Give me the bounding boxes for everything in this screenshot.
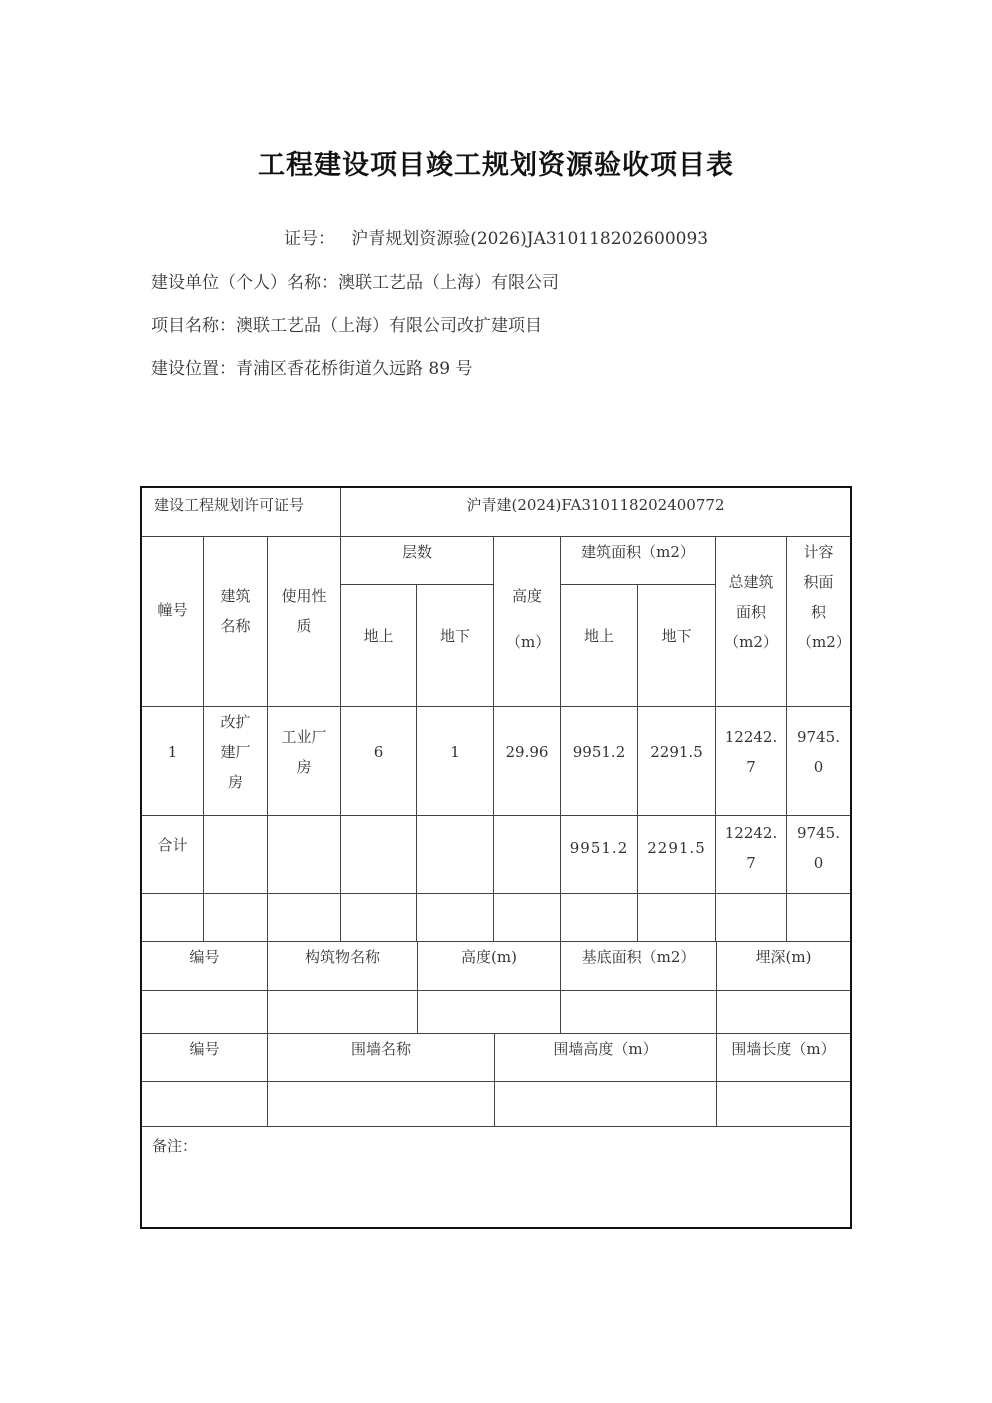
location-value: 青浦区香花桥街道久远路 89 号 — [236, 359, 473, 379]
wall-header-no: 编号 — [142, 1034, 268, 1082]
structure-empty-cell — [142, 991, 268, 1034]
total-far-area: 9745.0 — [787, 816, 850, 894]
permit-label: 建设工程规划许可证号 — [142, 488, 341, 537]
empty-cell — [341, 894, 417, 942]
structure-header-base-area: 基底面积（m2） — [561, 942, 717, 991]
structure-empty-cell — [268, 991, 418, 1034]
header-building-name: 建筑名称 — [204, 537, 268, 707]
total-empty-cell — [417, 816, 494, 894]
certificate-label: 证号： — [284, 229, 335, 249]
certificate-line — [284, 224, 708, 249]
structure-header-depth: 埋深(m) — [717, 942, 850, 991]
structure-empty-cell — [418, 991, 561, 1034]
header-total-area: 总建筑面积（m2） — [716, 537, 787, 707]
structure-header-height: 高度(m) — [418, 942, 561, 991]
row-area-above: 9951.2 — [561, 707, 638, 816]
project-name-value: 澳联工艺品（上海）有限公司改扩建项目 — [236, 316, 542, 336]
empty-cell — [716, 894, 787, 942]
header-area: 建筑面积（m2） — [561, 537, 716, 585]
location-label: 建设位置： — [151, 359, 236, 379]
total-empty-cell — [204, 816, 268, 894]
header-floors-above: 地上 — [341, 585, 417, 707]
empty-cell — [142, 894, 204, 942]
total-area-below: 2291.5 — [638, 816, 716, 894]
header-usage: 使用性质 — [268, 537, 341, 707]
wall-header-length: 围墙长度（m） — [717, 1034, 850, 1082]
wall-header-name: 围墙名称 — [268, 1034, 495, 1082]
row-area-below: 2291.5 — [638, 707, 716, 816]
wall-header-height: 围墙高度（m） — [495, 1034, 717, 1082]
project-name-line — [151, 311, 542, 336]
location-line — [151, 354, 472, 379]
construction-unit-label: 建设单位（个人）名称： — [151, 273, 338, 293]
header-area-above: 地上 — [561, 585, 638, 707]
empty-cell — [638, 894, 716, 942]
header-area-below: 地下 — [638, 585, 716, 707]
empty-cell — [204, 894, 268, 942]
total-empty-cell — [268, 816, 341, 894]
empty-cell — [787, 894, 850, 942]
total-label: 合计 — [142, 816, 204, 894]
total-area-above: 9951.2 — [561, 816, 638, 894]
acceptance-table — [140, 486, 852, 1229]
header-floors-below: 地下 — [417, 585, 494, 707]
structure-empty-cell — [561, 991, 717, 1034]
header-far-area: 计容积面积（m2） — [787, 537, 850, 707]
empty-cell — [268, 894, 341, 942]
construction-unit-value: 澳联工艺品（上海）有限公司 — [338, 273, 559, 293]
page-title: 工程建设项目竣工规划资源验收项目表 — [258, 150, 734, 181]
row-building-name: 改扩建厂房 — [204, 707, 268, 816]
total-empty-cell — [494, 816, 561, 894]
permit-value: 沪青建(2024)FA310118202400772 — [341, 488, 850, 537]
row-usage: 工业厂房 — [268, 707, 341, 816]
total-total-area: 12242.7 — [716, 816, 787, 894]
wall-empty-cell — [268, 1082, 495, 1127]
certificate-number: 沪青规划资源验(2026)JA310118202600093 — [351, 229, 709, 249]
construction-unit-line — [151, 268, 559, 293]
header-building-no: 幢号 — [142, 537, 204, 707]
structure-empty-cell — [717, 991, 850, 1034]
header-floors: 层数 — [341, 537, 494, 585]
project-name-label: 项目名称： — [151, 316, 236, 336]
structure-header-name: 构筑物名称 — [268, 942, 418, 991]
remarks-label: 备注： — [152, 1137, 198, 1155]
empty-cell — [561, 894, 638, 942]
row-floors-below: 1 — [417, 707, 494, 816]
row-total-area: 12242.7 — [716, 707, 787, 816]
row-building-no: 1 — [142, 707, 204, 816]
wall-empty-cell — [495, 1082, 717, 1127]
total-empty-cell — [341, 816, 417, 894]
structure-header-no: 编号 — [142, 942, 268, 991]
wall-empty-cell — [142, 1082, 268, 1127]
header-height: 高度（m） — [494, 537, 561, 707]
empty-cell — [494, 894, 561, 942]
row-height: 29.96 — [494, 707, 561, 816]
wall-empty-cell — [717, 1082, 850, 1127]
row-floors-above: 6 — [341, 707, 417, 816]
empty-cell — [417, 894, 494, 942]
row-far-area: 9745.0 — [787, 707, 850, 816]
